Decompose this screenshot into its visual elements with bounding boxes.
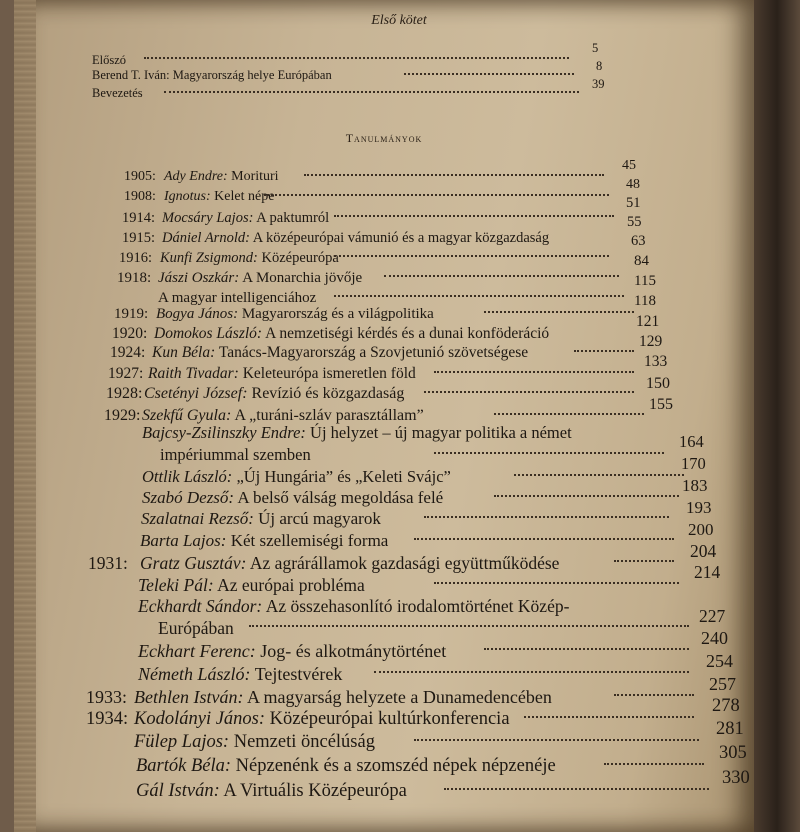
entry-author: Bethlen István: — [134, 687, 244, 707]
entry-author: Teleki Pál: — [138, 575, 214, 595]
entry-title: Kelet népe — [214, 189, 275, 204]
page-number: 48 — [626, 177, 640, 192]
entry-author: Dániel Arnold: — [162, 230, 250, 246]
entry-title: A Virtuális Középeurópa — [223, 781, 407, 801]
toc-entry — [104, 487, 443, 509]
leader-dots — [404, 71, 574, 75]
leader-dots — [334, 293, 624, 297]
entry-author: Mocsáry Lajos: — [162, 210, 254, 226]
entry-title: Középeurópai kultúrkonferencia — [269, 709, 510, 729]
page-number: 278 — [712, 696, 740, 716]
page-number: 118 — [634, 293, 656, 309]
entry-title: Az európai probléma — [217, 575, 365, 595]
page-number: 257 — [709, 674, 736, 694]
toc-entry — [104, 508, 381, 530]
entry-author: Barta Lajos: — [140, 531, 227, 550]
leader-dots — [334, 213, 614, 217]
page-number: 170 — [681, 454, 706, 473]
entry-title: Keleteurópa ismeretlen föld — [242, 365, 416, 382]
entry-title: „Új Hungária” és „Keleti Svájc” — [236, 467, 451, 486]
leader-dots — [434, 450, 664, 454]
entry-year: 1928: — [106, 385, 143, 402]
entry-year: 1929: — [104, 407, 141, 424]
entry-year: 1919: — [114, 306, 149, 322]
page-number: 5 — [592, 41, 599, 55]
book-edge — [754, 0, 800, 832]
entry-year: 1924: — [110, 344, 146, 361]
entry-title: Középeurópa — [261, 250, 339, 266]
entry-year: 1933: — [86, 687, 128, 707]
leader-dots — [334, 253, 609, 257]
toc-entry — [88, 574, 365, 596]
entry-year: 1916: — [119, 250, 153, 266]
toc-entry — [119, 247, 339, 269]
entry-title: Az összehasonlító irodalomtörténet Közép- — [265, 596, 570, 616]
entry-year: 1908: — [124, 189, 156, 204]
page-number: 45 — [622, 158, 636, 173]
leader-dots — [444, 786, 709, 790]
page-number: 164 — [679, 432, 704, 451]
entry-title: Magyarország és a világpolitika — [241, 306, 434, 322]
entry-author: Fülep Lajos: — [134, 732, 230, 752]
toc-entry — [88, 595, 569, 617]
entry-title: Az agrárállamok gazdasági együttműködése — [249, 553, 560, 573]
entry-author: Németh László: — [138, 664, 251, 684]
page-number: 51 — [626, 195, 641, 211]
page-number: 115 — [634, 273, 656, 289]
page-number: 240 — [701, 628, 728, 648]
toc-entry — [124, 166, 279, 188]
page-number: 155 — [649, 396, 673, 413]
leader-dots — [434, 369, 634, 373]
page-number: 305 — [719, 743, 747, 763]
entry-year: 1915: — [122, 230, 156, 246]
page-number: 55 — [627, 214, 642, 230]
entry-author: Szekfű Gyula: — [142, 407, 232, 424]
toc-entry — [86, 780, 407, 802]
entry-title: A Monarchia jövője — [242, 270, 363, 286]
entry-title: A magyarság helyzete a Dunamedencében — [246, 687, 552, 707]
section-title: Tanulmányok — [345, 131, 423, 145]
entry-title: Két szellemiségi forma — [230, 531, 389, 550]
entry-year: 1914: — [122, 210, 156, 226]
entry-author: Jászi Oszkár: — [158, 270, 240, 286]
page-number: 330 — [722, 768, 750, 788]
entry-title: Jog- és alkotmánytörténet — [260, 641, 447, 661]
leader-dots — [604, 761, 704, 765]
entry-title: A középeurópai vámunió és a magyar közgazdaság — [252, 230, 550, 246]
entry-title: A „turáni-szláv parasztállam” — [234, 407, 424, 424]
entry-author: Eckhardt Sándor: — [138, 596, 263, 616]
entry-title: A magyar intelligenciához — [158, 290, 317, 306]
page-number: 129 — [639, 333, 663, 350]
toc-entry — [106, 383, 404, 405]
leader-dots — [249, 623, 689, 627]
toc-entry — [104, 444, 311, 466]
entry-author: Raith Tivadar: — [148, 365, 239, 382]
leader-dots — [424, 514, 669, 518]
toc-entry — [104, 422, 572, 444]
entry-title: Új arcú magyarok — [258, 509, 381, 528]
page-number: 193 — [686, 498, 712, 517]
entry-author: Bajcsy-Zsilinszky Endre: — [142, 423, 306, 442]
book-page — [14, 0, 754, 832]
page-number: 84 — [634, 253, 649, 269]
page-number: 63 — [631, 233, 646, 249]
volume-title: Első kötet — [371, 13, 427, 28]
entry-author: Ignotus: — [164, 189, 211, 204]
entry-author: Gratz Gusztáv: — [140, 553, 247, 573]
leader-dots — [614, 558, 674, 562]
entry-author: Gál István: — [136, 781, 220, 801]
toc-entry — [110, 342, 528, 364]
entry-title: Tanács-Magyarország a Szovjetunió szövetségese — [218, 344, 529, 361]
entry-title: Új helyzet – új magyar politika a német — [310, 423, 572, 442]
entry-title: Tejtestvérek — [254, 664, 343, 684]
page-number: 200 — [688, 520, 714, 539]
entry-author: Kunfi Zsigmond: — [160, 250, 258, 266]
toc-entry — [114, 303, 434, 325]
toc-entry — [122, 207, 329, 229]
toc-entry — [88, 640, 446, 662]
entry-year: 1934: — [86, 709, 129, 729]
toc-entry — [86, 708, 510, 730]
toc-entry — [117, 267, 362, 289]
leader-dots — [384, 273, 619, 277]
page-number: 150 — [646, 375, 670, 392]
entry-author: Csetényi József: — [144, 385, 248, 402]
toc-entry — [104, 466, 451, 488]
toc-entry — [88, 663, 342, 685]
entry-title: A paktumról — [256, 210, 330, 226]
page-spine — [14, 0, 36, 832]
leader-dots — [494, 411, 644, 415]
leader-dots — [484, 309, 634, 313]
page-number: 214 — [694, 562, 721, 582]
entry-author: Szabó Dezső: — [142, 488, 235, 507]
entry-title: Revízió és közgazdaság — [251, 385, 405, 402]
toc-entry — [88, 617, 234, 639]
leader-dots — [164, 89, 579, 93]
toc-entry — [108, 363, 416, 385]
entry-title: A nemzetiségi kérdés és a dunai konföderáció — [265, 325, 550, 342]
page-number: 39 — [592, 77, 605, 91]
entry-year: 1905: — [124, 169, 156, 184]
entry-year: 1918: — [117, 270, 152, 286]
entry-title: Bevezetés — [92, 86, 143, 100]
leader-dots — [484, 646, 689, 650]
page-number: 8 — [596, 59, 603, 73]
entry-year: 1927: — [108, 365, 144, 382]
entry-title: Előszó — [92, 53, 127, 67]
entry-title: Népzenénk és a szomszéd népek népzenéje — [235, 756, 556, 776]
leader-dots — [414, 737, 699, 741]
entry-title: impériummal szemben — [160, 445, 311, 464]
leader-dots — [424, 389, 634, 393]
entry-author: Bartók Béla: — [136, 756, 232, 776]
leader-dots — [434, 580, 679, 584]
toc-entry — [122, 227, 549, 249]
entry-author: Kun Béla: — [152, 344, 216, 361]
entry-title: Nemzeti öncélúság — [233, 732, 375, 752]
leader-dots — [374, 669, 689, 673]
toc-entry — [86, 686, 552, 708]
entry-title: Morituri — [231, 169, 279, 184]
toc-entry — [86, 755, 556, 777]
page-number: 183 — [682, 476, 708, 495]
leader-dots — [414, 536, 674, 540]
entry-author: Ady Endre: — [164, 169, 228, 184]
page-number: 281 — [716, 719, 744, 739]
entry-title: Berend T. Iván: Magyarország helye Európában — [92, 68, 332, 82]
toc-entry — [86, 731, 375, 753]
page-number: 227 — [699, 606, 726, 626]
entry-year: 1931: — [88, 553, 128, 573]
entry-author: Ottlik László: — [142, 467, 233, 486]
page-number: 204 — [690, 541, 717, 561]
toc-entry — [104, 530, 388, 552]
leader-dots — [524, 714, 694, 718]
entry-author: Domokos László: — [154, 325, 263, 342]
page-number: 133 — [644, 353, 668, 370]
leader-dots — [614, 692, 694, 696]
leader-dots — [144, 55, 569, 59]
leader-dots — [264, 192, 609, 196]
entry-year: 1920: — [112, 325, 148, 342]
leader-dots — [494, 493, 679, 497]
toc-entry — [88, 552, 559, 574]
entry-author: Szalatnai Rezső: — [141, 509, 254, 528]
leader-dots — [574, 348, 634, 352]
leader-dots — [514, 472, 684, 476]
toc-entry — [124, 186, 274, 208]
entry-author: Kodolányi János: — [134, 709, 266, 729]
entry-title: A belső válság megoldása felé — [237, 488, 444, 507]
entry-author: Bogya János: — [156, 306, 239, 322]
page-number: 254 — [706, 651, 733, 671]
toc-entry-introduction — [92, 82, 143, 104]
entry-author: Eckhart Ferenc: — [138, 641, 256, 661]
entry-title: Európában — [158, 618, 234, 638]
page-number: 121 — [636, 313, 660, 330]
leader-dots — [304, 172, 604, 176]
